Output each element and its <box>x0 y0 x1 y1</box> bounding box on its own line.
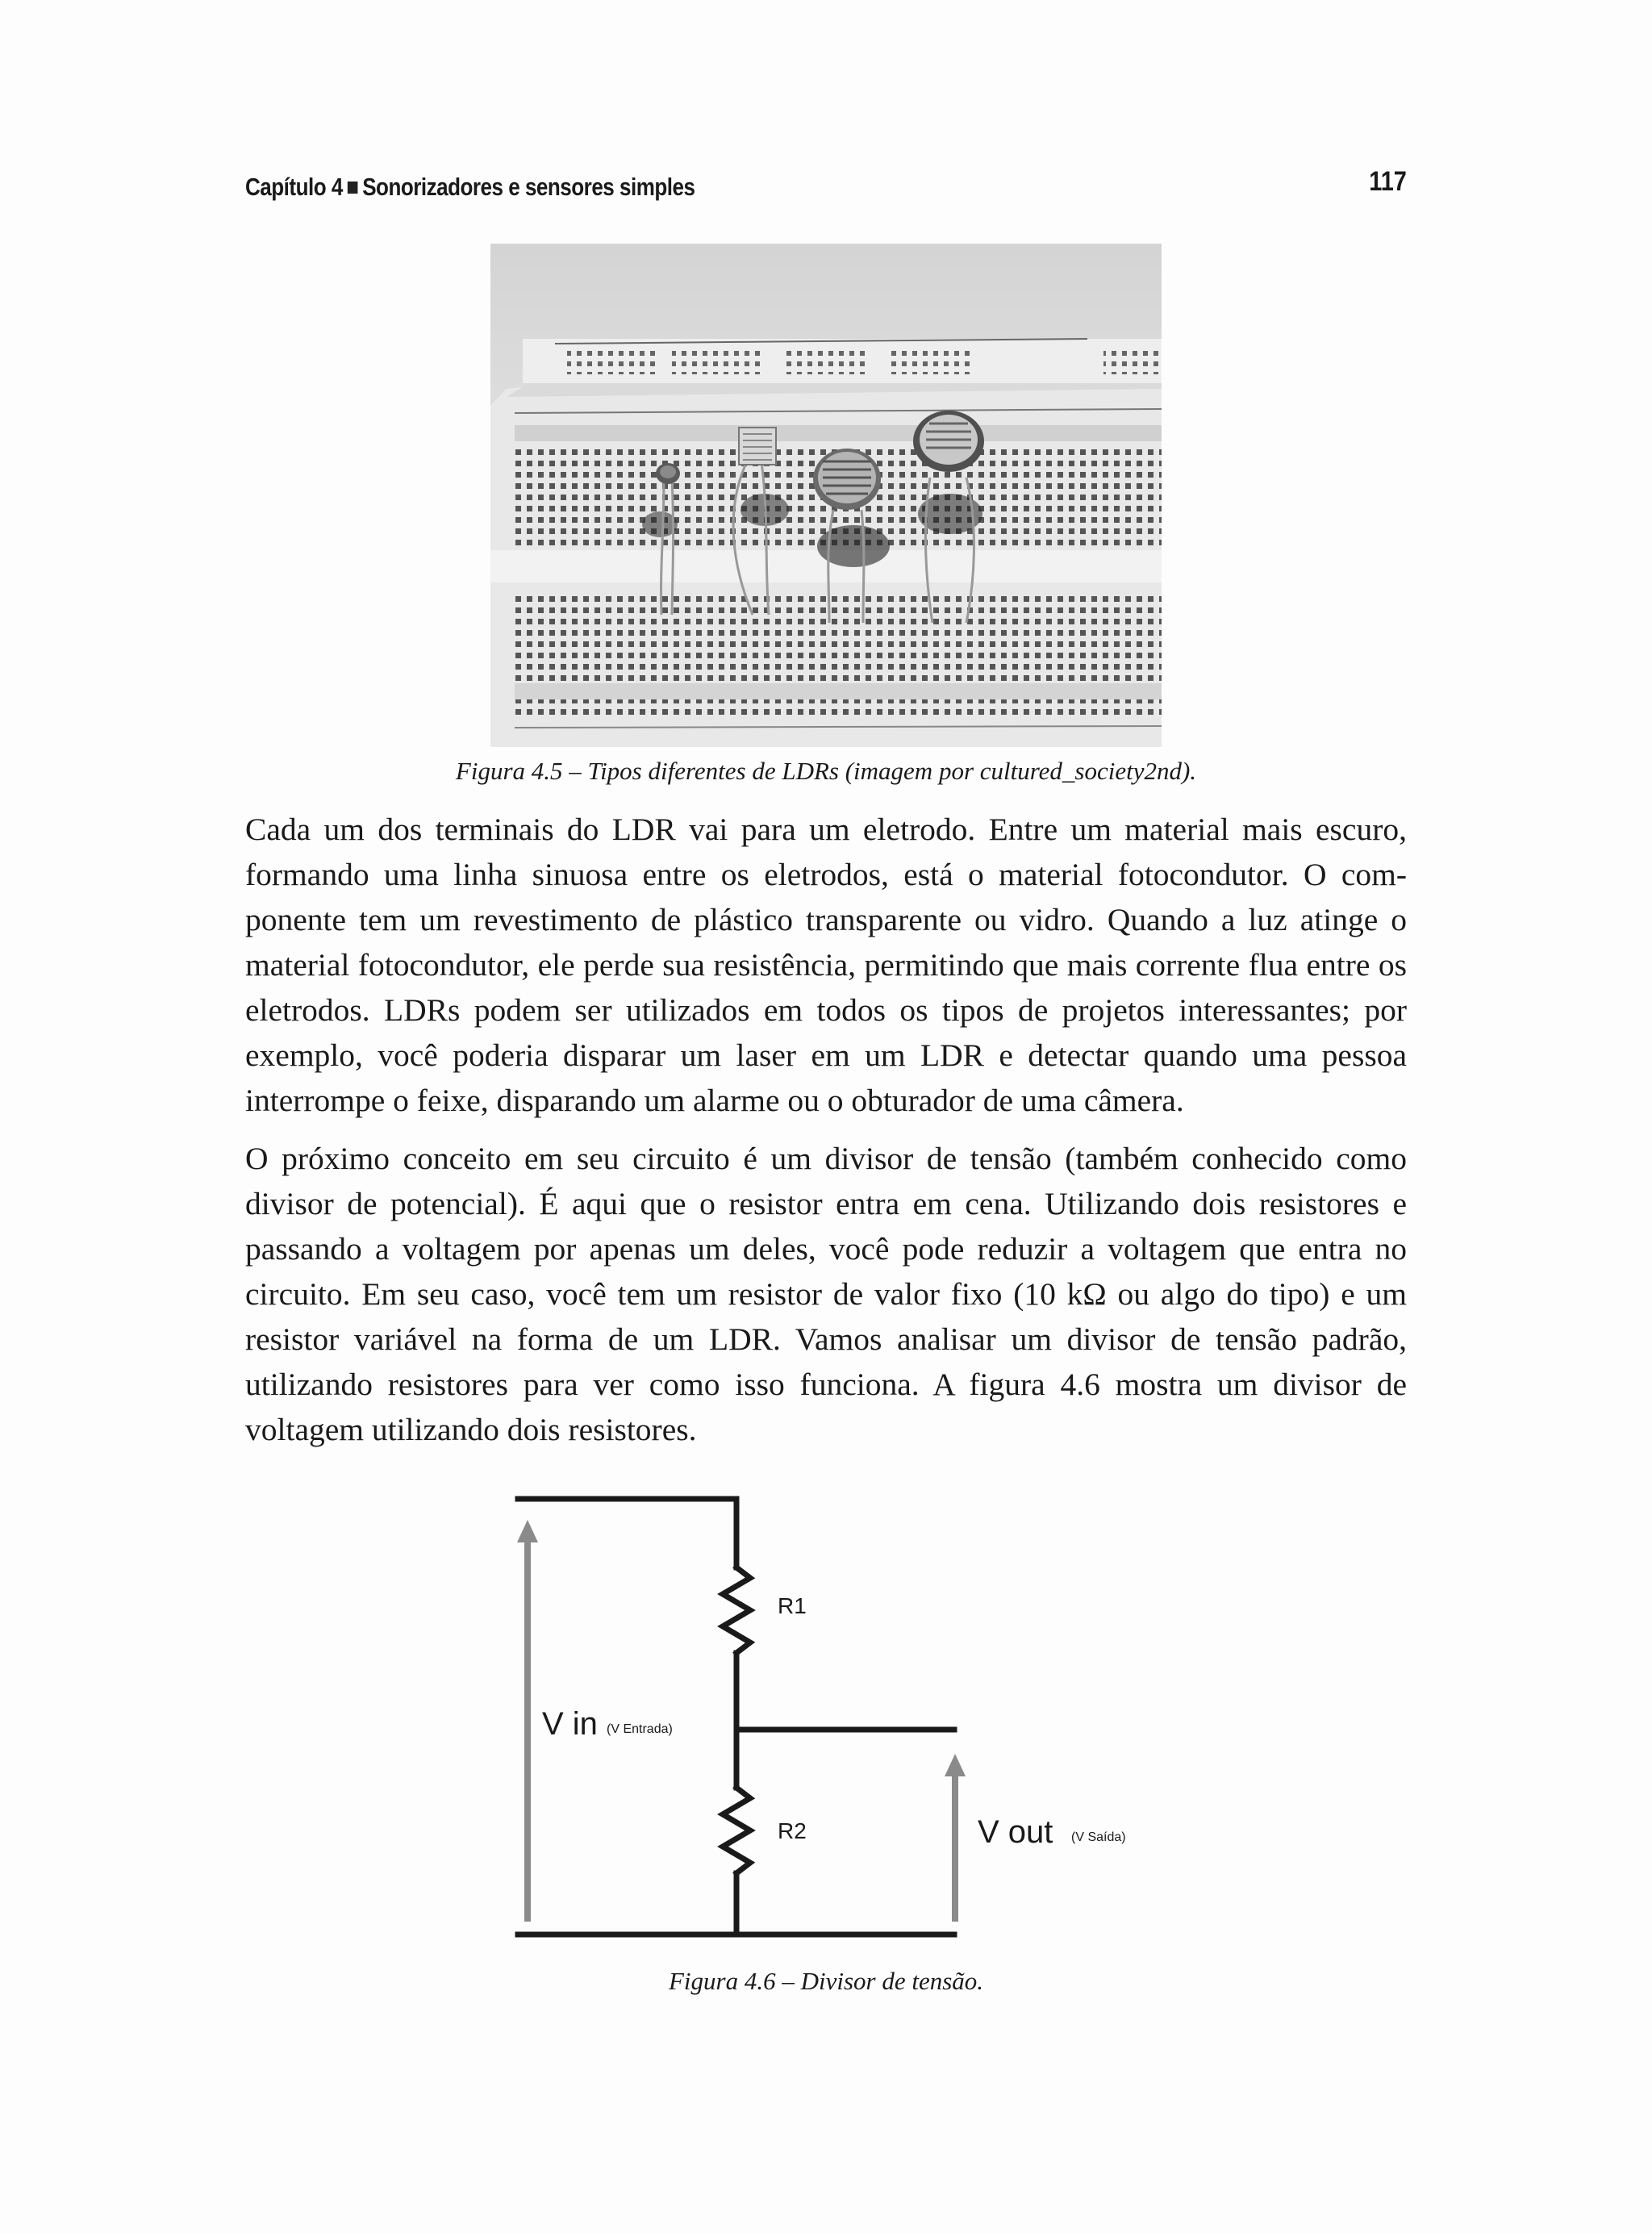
resistor-r2 <box>723 1788 750 1873</box>
square-bullet-icon <box>348 182 358 194</box>
body-paragraph-2: O próximo conceito em seu circuito é um divisor de tensão (também conhecido como divisor de potencial). É aqui que o resistor entra em cena. Utilizando dois resistores e passando a voltagem por apenas um deles, você pode reduzir a voltagem que entra no circuito. Em seu caso, você tem um resistor de valor fixo (10 kΩ ou algo do tipo) e um resistor variável na forma de um LDR. Vamos analisar um divisor de tensão padrão, utilizando resistores para ver como isso funciona. A figura 4.6 mostra um divisor de voltagem utilizando dois resistores. <box>245 1141 1407 1447</box>
vout-arrow-shaft <box>952 1770 958 1922</box>
page-header <box>245 166 1407 215</box>
body-paragraph-1: Cada um dos terminais do LDR vai para um eletrodo. Entre um material mais escuro, formando uma linha sinuosa entre os eletrodos, está o material fotocondutor. O componente tem um revestimento de plástico transparente ou vidro. Quando a luz atinge o material fotocondutor, ele perde sua resistência, permitindo que mais corrente flua entre os eletrodos. LDRs podem ser utilizados em todos os tipos de projetos interessantes; por exemplo, você poderia disparar um laser em um LDR e detectar quando uma pessoa interrompe o feixe, disparando um alarme ou o obturador de uma câmera. <box>245 812 1407 1118</box>
vin-arrow-shaft <box>524 1536 531 1922</box>
vout-label: V out <box>978 1814 1053 1850</box>
voltage-divider-diagram <box>484 1483 1178 1951</box>
resistor-r1 <box>723 1567 750 1653</box>
figure-4-6-caption: Figura 4.6 – Divisor de tensão. <box>668 1967 984 1995</box>
page-number: 117 <box>1369 166 1407 197</box>
vin-arrowhead-icon <box>517 1520 538 1542</box>
ldr-breadboard-photo <box>490 244 1162 747</box>
r1-label: R1 <box>778 1593 807 1618</box>
vout-sublabel: (V Saída) <box>1071 1830 1126 1844</box>
vout-arrowhead-icon <box>945 1754 966 1776</box>
figure-4-5-caption: Figura 4.5 – Tipos diferentes de LDRs (imagem por cultured_society2nd). <box>455 757 1197 785</box>
chapter-label: Capítulo 4 <box>245 173 343 201</box>
running-head <box>245 173 695 202</box>
vin-label: V in <box>542 1706 598 1742</box>
r2-label: R2 <box>778 1818 807 1843</box>
chapter-title: Sonorizadores e sensores simples <box>362 173 695 201</box>
vin-sublabel: (V Entrada) <box>607 1722 673 1736</box>
